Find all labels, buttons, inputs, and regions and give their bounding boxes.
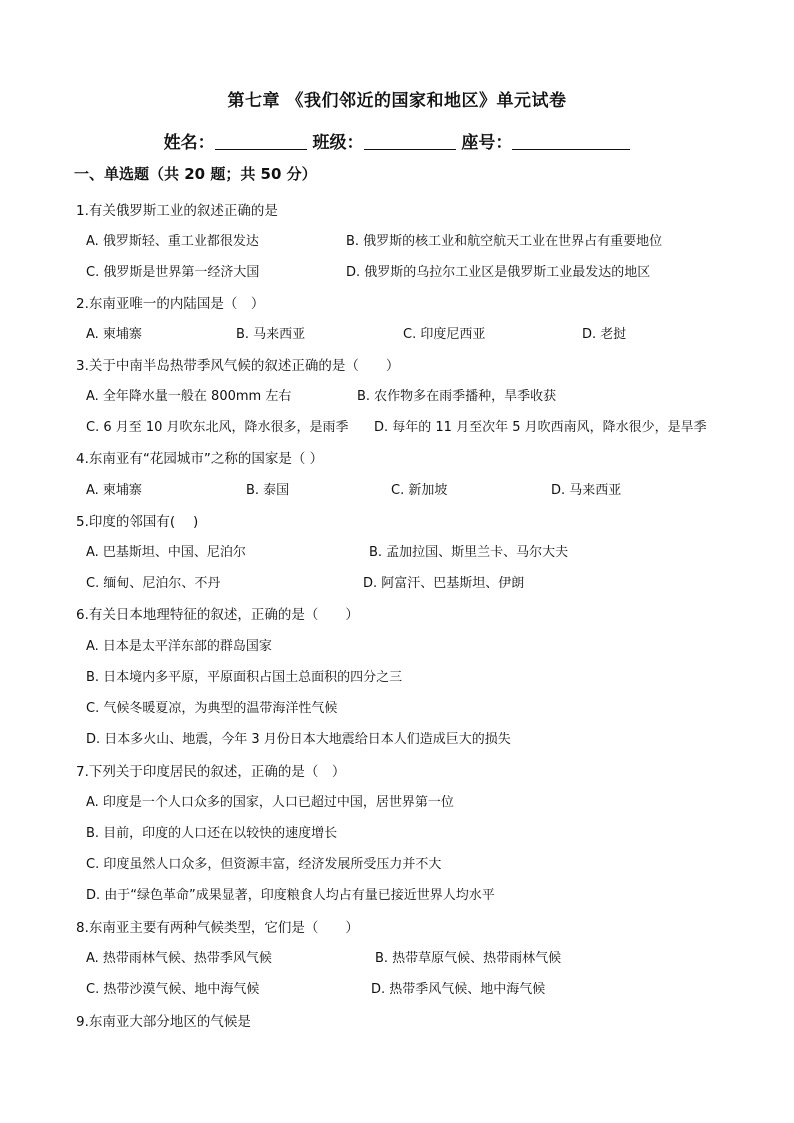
- option-d[interactable]: D. 每年的 11 月至次年 5 月吹西南风，降水很少，是旱季: [374, 420, 707, 435]
- option-a[interactable]: A. 日本是太平洋东部的群岛国家: [86, 639, 272, 654]
- option-c[interactable]: C. 新加坡: [391, 483, 448, 498]
- page-title: 第七章 《我们邻近的国家和地区》单元试卷: [227, 91, 567, 111]
- question-stem: 8.东南亚主要有两种气候类型，它们是（ ）: [76, 920, 359, 936]
- seat-label: 座号：: [461, 133, 513, 153]
- seat-blank[interactable]: [512, 133, 630, 150]
- section-title: 一、单选题（共 20 题；共 50 分）: [74, 165, 317, 183]
- option-c[interactable]: C. 印度尼西亚: [403, 327, 486, 342]
- option-c[interactable]: C. 缅甸、尼泊尔、不丹: [86, 576, 221, 591]
- class-blank[interactable]: [364, 133, 456, 150]
- question-stem: 3.关于中南半岛热带季风气候的叙述正确的是（ ）: [76, 358, 400, 374]
- option-d[interactable]: D. 阿富汗、巴基斯坦、伊朗: [363, 576, 525, 591]
- option-d[interactable]: D. 日本多火山、地震，今年 3 月份日本大地震给日本人们造成巨大的损失: [86, 732, 511, 747]
- option-a[interactable]: A. 热带雨林气候、热带季风气候: [86, 951, 272, 966]
- question-stem: 2.东南亚唯一的内陆国是（ ）: [76, 296, 265, 312]
- name-label: 姓名：: [163, 133, 215, 153]
- option-b[interactable]: B. 热带草原气候、热带雨林气候: [375, 951, 562, 966]
- option-b[interactable]: B. 日本境内多平原，平原面积占国土总面积的四分之三: [86, 670, 403, 685]
- option-c[interactable]: C. 热带沙漠气候、地中海气候: [86, 982, 260, 997]
- option-a[interactable]: A. 印度是一个人口众多的国家，人口已超过中国，居世界第一位: [86, 795, 454, 810]
- option-b[interactable]: B. 泰国: [246, 483, 290, 498]
- option-a[interactable]: A. 柬埔寨: [86, 483, 142, 498]
- option-b[interactable]: B. 孟加拉国、斯里兰卡、马尔大夫: [369, 545, 569, 560]
- class-label: 班级：: [312, 133, 364, 153]
- option-c[interactable]: C. 印度虽然人口众多，但资源丰富，经济发展所受压力并不大: [86, 857, 442, 872]
- option-b[interactable]: B. 农作物多在雨季播种，旱季收获: [357, 389, 557, 404]
- question-stem: 9.东南亚大部分地区的气候是: [76, 1014, 251, 1030]
- question-stem: 4.东南亚有“花园城市”之称的国家是（ ）: [76, 451, 324, 467]
- option-a[interactable]: A. 全年降水量一般在 800mm 左右: [86, 389, 292, 404]
- option-d[interactable]: D. 由于“绿色革命”成果显著，印度粮食人均占有量已接近世界人均水平: [86, 888, 495, 903]
- question-stem: 5.印度的邻国有( ): [76, 514, 199, 530]
- student-info-line: [0, 128, 794, 153]
- option-c[interactable]: C. 气候冬暖夏凉，为典型的温带海洋性气候: [86, 701, 338, 716]
- option-d[interactable]: D. 俄罗斯的乌拉尔工业区是俄罗斯工业最发达的地区: [346, 265, 651, 280]
- option-c[interactable]: C. 俄罗斯是世界第一经济大国: [86, 265, 260, 280]
- question-stem: 1.有关俄罗斯工业的叙述正确的是: [76, 203, 278, 219]
- name-blank[interactable]: [215, 133, 307, 150]
- option-c[interactable]: C. 6 月至 10 月吹东北风，降水很多，是雨季: [86, 420, 349, 435]
- option-b[interactable]: B. 目前，印度的人口还在以较快的速度增长: [86, 826, 338, 841]
- option-b[interactable]: B. 马来西亚: [236, 327, 306, 342]
- question-stem: 7.下列关于印度居民的叙述，正确的是（ ）: [76, 764, 346, 780]
- option-d[interactable]: D. 老挝: [582, 327, 627, 342]
- option-a[interactable]: A. 巴基斯坦、中国、尼泊尔: [86, 545, 246, 560]
- question-stem: 6.有关日本地理特征的叙述，正确的是（ ）: [76, 607, 359, 623]
- option-d[interactable]: D. 马来西亚: [551, 483, 622, 498]
- option-a[interactable]: A. 俄罗斯轻、重工业都很发达: [86, 234, 259, 249]
- option-a[interactable]: A. 柬埔寨: [86, 327, 142, 342]
- option-d[interactable]: D. 热带季风气候、地中海气候: [371, 982, 546, 997]
- option-b[interactable]: B. 俄罗斯的核工业和航空航天工业在世界占有重要地位: [346, 234, 663, 249]
